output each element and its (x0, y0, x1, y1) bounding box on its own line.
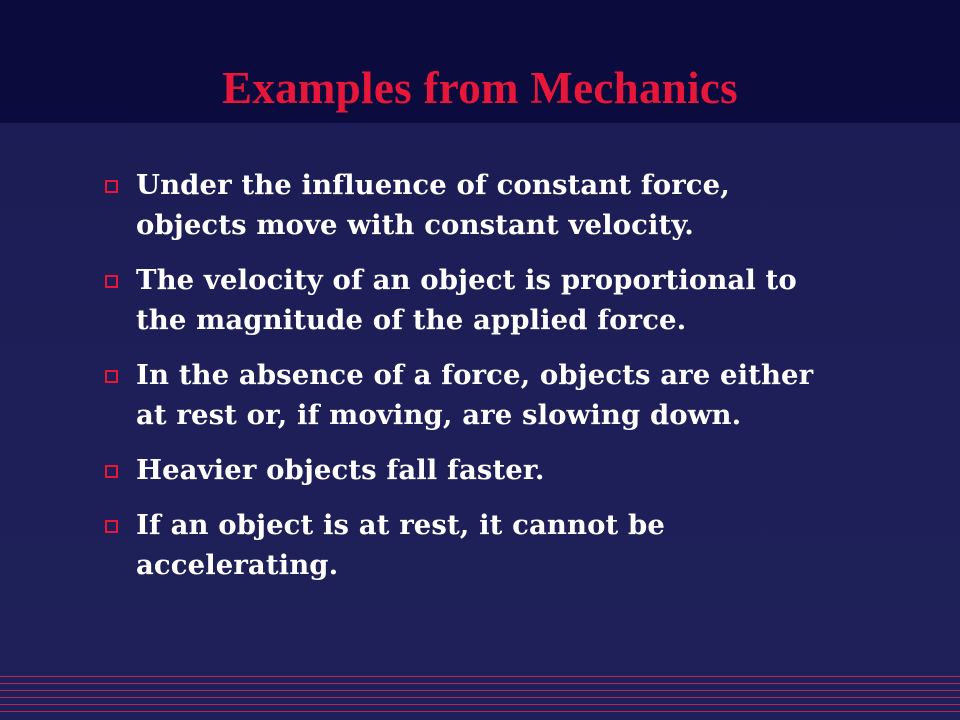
footer-line (0, 711, 960, 712)
bullet-text: If an object is at rest, it cannot be accelerating. (136, 509, 665, 581)
bullet-text: Under the influence of constant force, objects move with constant velocity. (136, 169, 730, 241)
bullet-text: The velocity of an object is proportional to the magnitude of the applied force. (136, 264, 797, 336)
bullet-text: In the absence of a force, objects are either at rest or, if moving, are slowing down. (136, 359, 814, 431)
hollow-square-bullet-icon (105, 520, 118, 533)
footer-decorative-lines (0, 676, 960, 720)
slide-title: Examples from Mechanics (221, 63, 738, 113)
hollow-square-bullet-icon (105, 180, 118, 193)
footer-line (0, 690, 960, 691)
bullet-item (105, 260, 845, 340)
bullet-text: Heavier objects fall faster. (136, 454, 545, 486)
bullet-item (105, 505, 845, 585)
bullet-item (105, 165, 845, 245)
footer-line (0, 676, 960, 677)
footer-line (0, 683, 960, 684)
hollow-square-bullet-icon (105, 275, 118, 288)
footer-line (0, 697, 960, 698)
bullet-item (105, 355, 845, 435)
bullet-list (105, 165, 845, 600)
bullet-item (105, 450, 845, 490)
hollow-square-bullet-icon (105, 370, 118, 383)
hollow-square-bullet-icon (105, 465, 118, 478)
footer-line (0, 704, 960, 705)
